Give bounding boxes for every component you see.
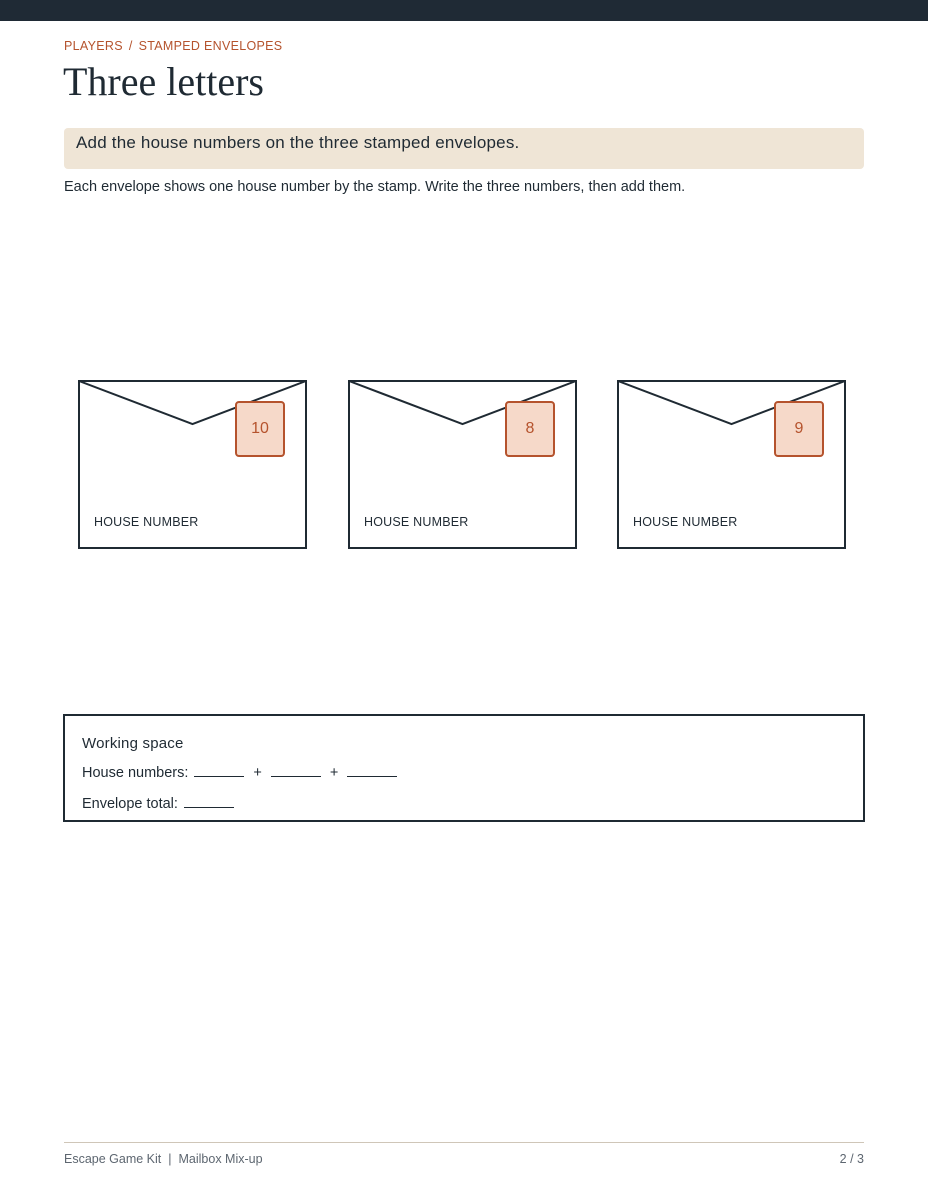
intro-text: Each envelope shows one house number by the stamp. Write the three numbers, then add them. (64, 179, 686, 195)
total-blank[interactable] (184, 796, 234, 808)
footer-kit: Escape Game Kit (64, 1152, 162, 1166)
envelope-label: HOUSE NUMBER (94, 515, 199, 529)
page-title: Three letters (63, 59, 264, 104)
house-numbers-line (82, 765, 399, 781)
answer-blank[interactable] (194, 765, 244, 777)
breadcrumb-section: PLAYERS (64, 39, 123, 53)
plus-sign: + (329, 765, 339, 781)
footer-credit (64, 1152, 263, 1166)
task-banner: Add the house numbers on the three stamped envelopes. (64, 128, 864, 169)
envelope-label: HOUSE NUMBER (364, 515, 469, 529)
answer-blank[interactable] (347, 765, 397, 777)
top-bar (0, 0, 928, 21)
envelope (78, 380, 307, 549)
envelope-label: HOUSE NUMBER (633, 515, 738, 529)
envelope-total-label: Envelope total: (82, 796, 178, 812)
envelope (617, 380, 846, 549)
page-number: 2 / 3 (839, 1152, 864, 1166)
house-numbers-label: House numbers: (82, 765, 189, 781)
breadcrumb (64, 39, 282, 53)
envelope-row (78, 380, 848, 550)
envelope-total-line (82, 796, 236, 812)
working-space-title: Working space (82, 735, 184, 752)
working-space-box (63, 714, 865, 822)
breadcrumb-separator: / (128, 39, 133, 53)
plus-sign: + (253, 765, 262, 781)
footer-game: Mailbox Mix-up (178, 1152, 263, 1166)
breadcrumb-page: STAMPED ENVELOPES (138, 39, 283, 53)
footer-separator: | (168, 1152, 172, 1166)
answer-blank[interactable] (271, 765, 321, 777)
stamp-number: 8 (525, 420, 535, 437)
stamp-number: 9 (794, 420, 804, 437)
footer-divider (64, 1142, 864, 1143)
stamp-number: 10 (251, 420, 269, 437)
envelope (348, 380, 577, 549)
